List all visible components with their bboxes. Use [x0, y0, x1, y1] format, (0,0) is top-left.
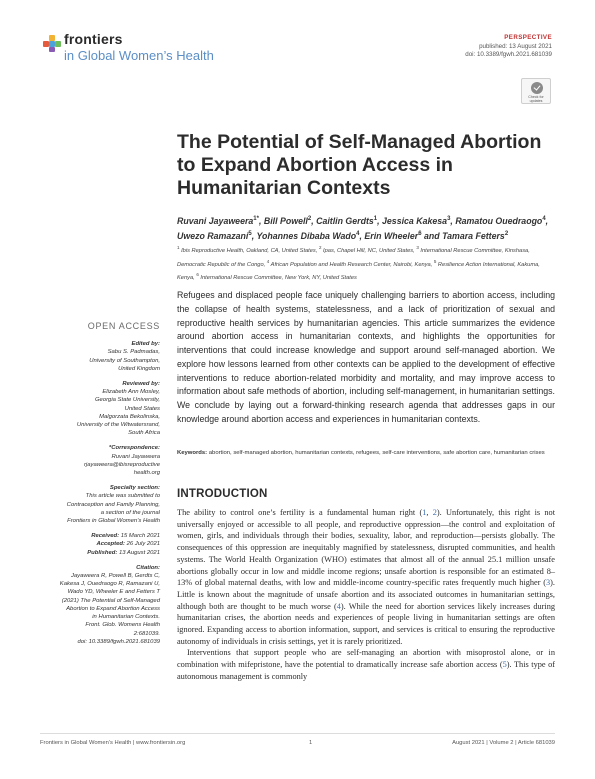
affiliation-mark: 4	[266, 258, 270, 264]
author-name[interactable]: Ruvani Jayaweera	[177, 215, 254, 226]
frontiers-logo-icon	[42, 32, 62, 52]
author-affiliation-mark: 3	[447, 216, 451, 222]
introduction-body	[177, 507, 555, 683]
accepted-date: Accepted: 26 July 2021	[96, 541, 160, 548]
citation-link[interactable]: 1	[422, 508, 427, 517]
correspondence-label: *Correspondence:	[108, 445, 160, 452]
author-affiliation-mark: 2	[504, 230, 509, 237]
author-name[interactable]: Bill Powell	[263, 215, 308, 226]
affiliation-mark: 3	[416, 245, 419, 250]
sidebar-line: Malgorzata Bekolinska,	[99, 413, 160, 420]
affiliation-text: International Rescue Committee, New York, NY, United States	[198, 275, 357, 282]
introduction-heading: INTRODUCTION	[177, 488, 268, 500]
author-affiliation-mark: 1*	[253, 216, 259, 222]
abstract: Refugees and displaced people face uniquely challenging barriers to abortion access, including the collapse of health systems, statelessness, and a lack of prioritization of sexual and reproductive health services by humanitarian agencies. This article summarizes the evidence around abortion access in humanitarian contexts, and highlights the opportunities for interventions that could increase knowledge and support around self-managed abortion. We explore how lessons learned from other contexts can be applied to the development of effective interventions to reduce abortion-related morbidity and mortality, and may improve access to information about safe methods of abortion, including self-management, in humanitarian settings. We conclude by laying out a forward-thinking research agenda that addresses gaps in our knowledge around abortion access and experiences in humanitarian contexts.	[177, 290, 555, 424]
check-updates-label: Check for updates	[528, 95, 544, 103]
citation-link[interactable]: 2	[432, 508, 437, 517]
citation-link[interactable]: 3	[546, 578, 551, 588]
author-name[interactable]: Caitlin Gerdts	[316, 215, 374, 226]
sidebar-line: Elizabeth Ann Mosley,	[102, 389, 160, 396]
sidebar-line: South Africa	[128, 430, 160, 437]
check-updates-icon	[531, 82, 543, 94]
citation-link[interactable]: 5	[502, 660, 507, 670]
journal-name: in Global Women’s Health	[64, 48, 214, 63]
sidebar-line: Wado YD, Wheeler E and Fetters T	[67, 589, 160, 596]
article-doi[interactable]: doi: 10.3389/fgwh.2021.681039	[465, 51, 552, 59]
sidebar-line: Georgia State University,	[94, 397, 160, 404]
author-affiliation-mark: 4	[542, 216, 546, 222]
intro-paragraph-1: The ability to control one’s fertility is a fundamental human right (1, 2). Unfortunately, this right is not universally enjoyed or accessible to all people, and reproductive oppression—the control and exploitation of women, girls, and individuals through their bodies, sexuality, labor, and reproduction—persists globally. The consequences of this oppression are inequitably magnified by statelessness, disrupted communities, and health systems. The World Health Organization (WHO) estimates that almost all of the annual 25.1 million unsafe abortions globally occur in low and middle income regions; unsafe abortion is responsible for an estimated 8–13% of global maternal deaths, with low and middle-income country-specific rates frequently much higher (3). Little is known about the magnitude of unsafe abortion and its associated outcomes in humanitarian settings, although both are thought to be much worse (4). While the need for abortion services likely increases during humanitarian crises, the abortion needs and experiences of people living in humanitarian settings are often ignored. Expanding access to abortion information, support, and services is critical to ensuring the reproductive autonomy of individuals in crisis settings, yet it is rarely prioritized.	[177, 508, 556, 646]
sidebar-line: United Kingdom	[118, 365, 160, 372]
article-type: PERSPECTIVE	[504, 34, 552, 41]
sidebar-line: Jayaweera R, Powell B, Gerdts C,	[70, 573, 160, 580]
affiliation-text: Resilience Action International, Kakuma, Kenya	[177, 261, 540, 282]
citation-link[interactable]: 4	[336, 601, 341, 611]
author-name[interactable]: Ramatou Ouedraogo	[455, 215, 543, 226]
page-number: 1	[309, 740, 313, 746]
sidebar-line: Front. Glob. Womens Health	[85, 622, 160, 629]
affiliation-text: Ibis Reproductive Health, Oakland, CA, United States	[179, 247, 316, 254]
edited-by-label: Edited by:	[131, 341, 160, 348]
sidebar-line: Contraception and Family Planning,	[66, 501, 160, 508]
author-name[interactable]: Jessica Kakesa	[382, 215, 448, 226]
sidebar-line: health.org	[133, 470, 160, 477]
sidebar-line: Sabu S. Padmadas,	[107, 349, 160, 356]
affiliation-mark: 6	[196, 272, 199, 278]
author-name[interactable]: Yohannes Dibaba Wado	[256, 230, 357, 241]
affiliation-mark: 5	[433, 258, 437, 264]
author-affiliation-mark: 2	[307, 216, 312, 222]
sidebar-line: United States	[124, 405, 160, 412]
affiliation-mark: 2	[318, 245, 322, 250]
sidebar-line: Ruvani Jayaweera	[111, 453, 160, 460]
sidebar-line: University of the Witwatersrand,	[76, 422, 160, 429]
affiliation-text: International Rescue Committee, Kinshasa, Democratic Republic of the Congo	[177, 247, 530, 268]
correspondence[interactable]	[40, 453, 160, 478]
keywords-text: abortion, self-managed abortion, humanitarian contexts, refugees, self-care interventions, safe abortion care, humanitarian crises	[208, 450, 545, 456]
published-date: published: 13 August 2021	[479, 42, 552, 50]
article-meta	[465, 34, 552, 60]
reviewed-by-label: Reviewed by:	[122, 381, 160, 388]
citation-label: Citation:	[136, 564, 160, 571]
affiliation-mark: 1	[177, 245, 180, 250]
affiliations: $^1$ Ibis Reproductive Health, Oakland, CA, United States, $^2$ Ipas, Chapel Hill, NC, United States, $^3$ International Rescue Committee, Kinshasa, Democratic Republic of the Congo, $^4$ African Population and Health Research Center, Nairobi, Kenya, $^5$ Resilience Action International, Kakuma, Kenya, $^6$ International Rescue Committee, New York, NY, United States	[177, 245, 540, 282]
edited-by	[40, 348, 160, 373]
footer-journal[interactable]: Frontiers in Global Women’s Health | www.frontiersin.org	[40, 740, 186, 746]
author-affiliation-mark: 6	[418, 230, 422, 237]
sidebar-line: Abortion to Expand Abortion Access	[66, 605, 160, 612]
sidebar-line: Frontiers in Global Women’s Health	[67, 518, 160, 525]
specialty-section-label: Specialty section:	[109, 485, 160, 492]
received-date: Received: 15 March 2021	[91, 533, 160, 540]
affiliation-text: Ipas, Chapel Hill, NC, United States	[321, 247, 414, 254]
author-affiliation-mark: 4	[356, 230, 360, 237]
sidebar-line: doi: 10.3389/fgwh.2021.681039	[77, 638, 160, 645]
reviewed-by	[40, 388, 160, 437]
published-date-sidebar: Published: 13 August 2021	[87, 549, 160, 556]
author-affiliation-mark: 1	[373, 216, 378, 222]
author-name[interactable]: Uwezo Ramazani	[177, 230, 249, 241]
intro-paragraph-2: Interventions that support people who are self-managing an abortion with misoprostol alone, or in combination with mifepristone, have the potential to dramatically increase safe abortion access (5). This type of autonomous management is commonly	[177, 648, 556, 681]
sidebar-line: a section of the journal	[100, 509, 160, 516]
keywords	[177, 448, 555, 458]
sidebar-line: in Humanitarian Contexts.	[92, 614, 160, 621]
sidebar-line: This article was submitted to	[85, 493, 160, 500]
author-affiliation-mark: 5	[248, 230, 252, 237]
article-title: The Potential of Self-Managed Abortion to Expand Abortion Access in Humanitarian Contexts	[177, 131, 542, 199]
logo-wordmark: frontiers	[64, 31, 123, 47]
sidebar-line: Kakesa J, Ouedraogo R, Ramazani U,	[59, 581, 160, 588]
check-for-updates-badge[interactable]	[521, 78, 551, 104]
dates	[40, 532, 160, 557]
specialty-section	[40, 492, 160, 525]
keywords-label: Keywords:	[177, 450, 208, 456]
article-sidebar	[40, 322, 160, 646]
footer-issue: August 2021 | Volume 2 | Article 681039	[452, 740, 555, 746]
author-name[interactable]: Erin Wheeler	[364, 230, 419, 241]
sidebar-line: rjayaweera@ibisreproductive	[83, 461, 160, 468]
footer-divider	[40, 733, 555, 734]
sidebar-line: (2021) The Potential of Self-Managed	[61, 597, 160, 604]
author-list: Ruvani Jayaweera$^{1*}$, Bill Powell$^2$, Caitlin Gerdts$^1$, Jessica Kakesa$^3$, Ramatou Ouedraogo$^4$, Uwezo Ramazani$^5$, Yohannes Dibaba Wado$^4$, Erin Wheeler$^6$ and Tamara Fetters$^2$	[177, 215, 549, 241]
open-access-label: OPEN ACCESS	[87, 321, 160, 331]
sidebar-line: 2:681039.	[133, 630, 160, 637]
sidebar-line: University of Southampton,	[89, 357, 160, 364]
journal-logo[interactable]	[42, 30, 302, 70]
citation	[40, 572, 160, 646]
author-name[interactable]: Tamara Fetters	[442, 230, 505, 241]
affiliation-text: African Population and Health Research Center, Nairobi, Kenya	[269, 261, 431, 268]
